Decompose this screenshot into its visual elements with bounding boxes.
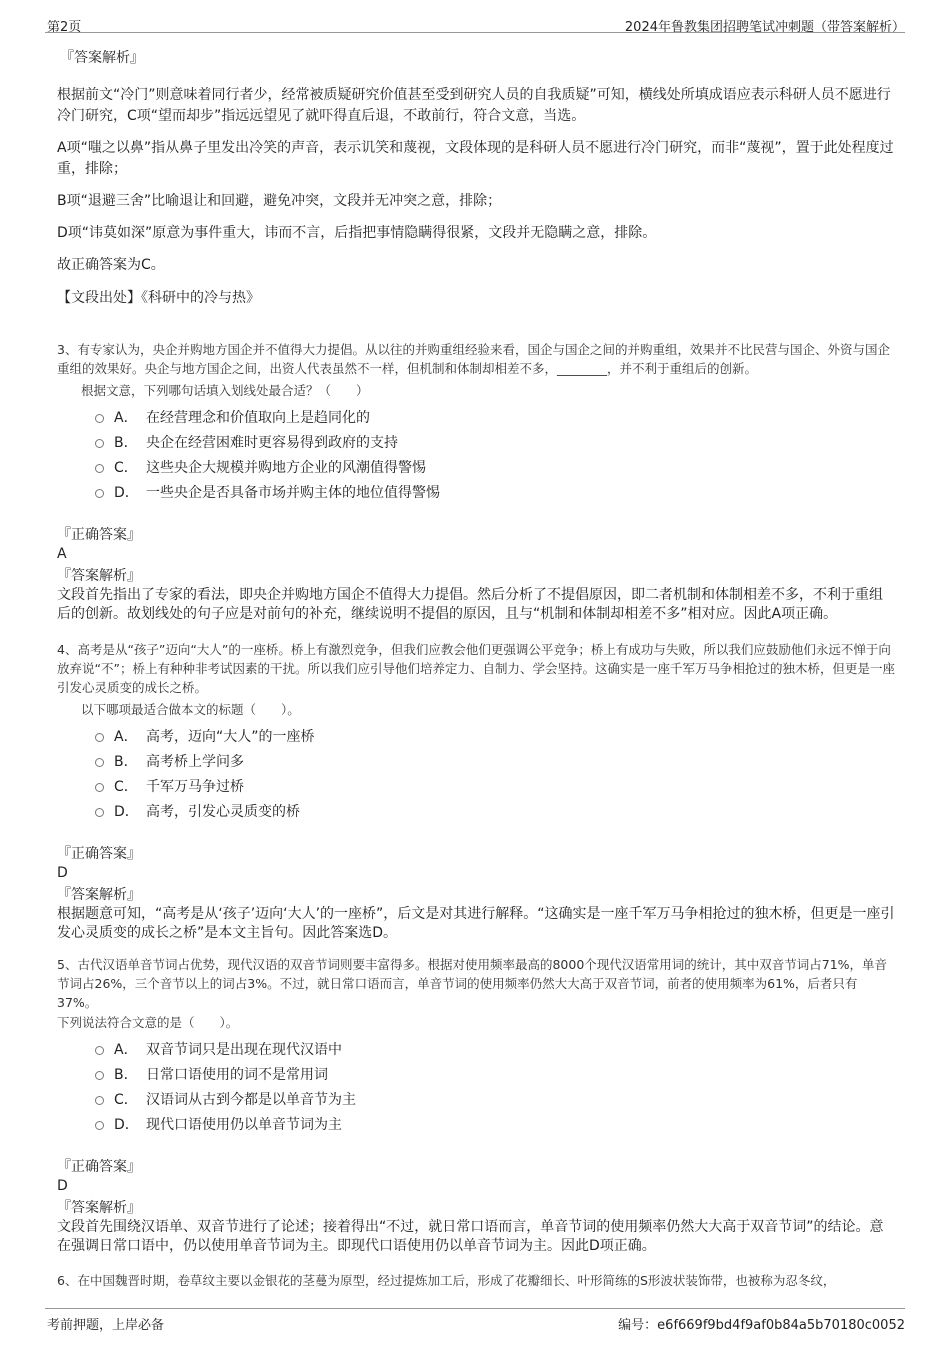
analysis-text: 文段首先围绕汉语单、双音节进行了论述；接着得出“不过，就日常口语而言，单音节词的使用频率仍然大大高于双音节词”的结论。意在强调日常口语中，仍以使用单音节词为主。即现代口语使用仍以单音节词为主。因此D项正确。 [57, 1219, 884, 1254]
option-label: B． [114, 1066, 138, 1083]
document-code: 编号：e6f669f9bd4f9af0b84a5b70180c0052 [618, 1318, 905, 1333]
option-b[interactable] [95, 1061, 895, 1086]
options-list [95, 404, 895, 504]
option-c[interactable] [95, 454, 895, 479]
radio-icon[interactable] [95, 783, 104, 792]
option-a[interactable] [95, 404, 895, 429]
analysis-paragraph: 故正确答案为C。 [57, 257, 165, 273]
question-prompt: 根据文意，下列哪句话填入划线处最合适？（ ） [81, 383, 369, 398]
analysis-paragraph: B项“退避三舍”比喻退让和回避，避免冲突，文段并无冲突之意，排除； [57, 193, 502, 209]
radio-icon[interactable] [95, 489, 104, 498]
option-text: 在经营理念和价值取向上是趋同化的 [146, 409, 370, 426]
page-footer [0, 1308, 950, 1345]
option-a[interactable] [95, 1036, 895, 1061]
question-6-text: 6、在中国魏晋时期，卷草纹主要以金银花的茎蔓为原型，经过提炼加工后，形成了花瓣细长、叶形简练的S形波状装饰带，也被称为忍冬纹， [57, 1273, 836, 1288]
analysis-text: 文段首先指出了专家的看法，即央企并购地方国企不值得大力提倡。然后分析了不提倡原因，即二者机制和体制相差不多，不利于重组后的创新。故划线处的句子应是对前句的补充，继续说明不提倡的原因，且与“机制和体制却相差不多”相对应。因此A项正确。 [57, 587, 883, 622]
options-list [95, 723, 895, 823]
question-prompt: 下列说法符合文意的是（ ）。 [57, 1015, 239, 1030]
page-header [0, 0, 950, 33]
option-label: C． [114, 778, 138, 795]
option-a[interactable] [95, 723, 895, 748]
option-d[interactable] [95, 1111, 895, 1136]
analysis-label: 『答案解析』 [57, 568, 141, 584]
option-label: B． [114, 753, 138, 770]
radio-icon[interactable] [95, 414, 104, 423]
analysis-paragraph: 根据前文“冷门”则意味着同行者少，经常被质疑研究价值甚至受到研究人员的自我质疑”可知，横线处所填成语应表示科研人员不愿进行冷门研究，C项“望而却步”指远远望见了就吓得直后退，不敢前行，符合文意，当选。 [57, 87, 891, 124]
radio-icon[interactable] [95, 758, 104, 767]
correct-answer-label: 『正确答案』 [57, 527, 141, 543]
question-3 [57, 340, 895, 624]
option-text: 现代口语使用仍以单音节词为主 [146, 1116, 342, 1133]
radio-icon[interactable] [95, 464, 104, 473]
option-b[interactable] [95, 748, 895, 773]
page-number: 第2页 [47, 20, 82, 35]
header-divider [45, 32, 905, 33]
correct-answer: D [57, 1178, 68, 1194]
source-citation: 【文段出处】《科研中的冷与热》 [57, 290, 260, 306]
option-d[interactable] [95, 798, 895, 823]
option-text: 高考桥上学问多 [146, 753, 244, 770]
question-5 [57, 955, 895, 1256]
analysis-paragraph: A项“嗤之以鼻”指从鼻子里发出冷笑的声音，表示讥笑和蔑视，文段体现的是科研人员不愿进行冷门研究，而非“蔑视”，置于此处程度过重，排除； [57, 140, 894, 177]
option-label: A． [114, 1041, 138, 1058]
option-text: 汉语词从古到今都是以单音节为主 [146, 1091, 356, 1108]
radio-icon[interactable] [95, 733, 104, 742]
option-label: A． [114, 728, 138, 745]
document-title: 2024年鲁教集团招聘笔试冲刺题（带答案解析） [624, 20, 905, 35]
analysis-text: 根据题意可知，“高考是从‘孩子’迈向‘大人’的一座桥”，后文是对其进行解释。“这确实是一座千军万马争相抢过的独木桥，但更是一座引发心灵质变的成长之桥”是本文主旨句。因此答案选D。 [57, 906, 895, 941]
analysis-label: 『答案解析』 [60, 50, 144, 66]
options-list [95, 1036, 895, 1136]
question-prompt: 以下哪项最适合做本文的标题（ ）。 [81, 702, 300, 717]
correct-answer-label: 『正确答案』 [57, 1159, 141, 1175]
option-text: 日常口语使用的词不是常用词 [146, 1066, 328, 1083]
question-text: 3、有专家认为，央企并购地方国企并不值得大力提倡。从以往的并购重组经验来看，国企与国企之间的并购重组，效果并不比民营与国企、外资与国企重组的效果好。央企与地方国企之间，出资人代表虽然不一样，但机制和体制却相差不多，________，并不利于重组后的创新。 [57, 342, 890, 376]
q2-analysis-block [57, 48, 895, 309]
option-label: D． [114, 484, 139, 501]
analysis-label: 『答案解析』 [57, 1200, 141, 1216]
option-b[interactable] [95, 429, 895, 454]
question-4 [57, 640, 895, 943]
question-text: 5、古代汉语单音节词占优势，现代汉语的双音节词则要丰富得多。根据对使用频率最高的8000个现代汉语常用词的统计，其中双音节词占71%，单音节词占26%，三个音节以上的词占3%。不过，就日常口语而言，单音节词的使用频率仍然大大高于双音节词，前者的使用频率为61%，后者只有37%。 [57, 957, 888, 1010]
correct-answer: D [57, 865, 68, 881]
option-label: D． [114, 1116, 139, 1133]
option-c[interactable] [95, 773, 895, 798]
correct-answer-label: 『正确答案』 [57, 846, 141, 862]
radio-icon[interactable] [95, 1046, 104, 1055]
option-text: 央企在经营困难时更容易得到政府的支持 [146, 434, 398, 451]
option-c[interactable] [95, 1086, 895, 1111]
option-text: 高考，引发心灵质变的桥 [146, 803, 300, 820]
option-label: B． [114, 434, 138, 451]
option-text: 双音节词只是出现在现代汉语中 [146, 1041, 342, 1058]
analysis-paragraph: D项“讳莫如深”原意为事件重大，讳而不言，后指把事情隐瞒得很紧，文段并无隐瞒之意，排除。 [57, 225, 657, 241]
radio-icon[interactable] [95, 439, 104, 448]
radio-icon[interactable] [95, 808, 104, 817]
radio-icon[interactable] [95, 1071, 104, 1080]
option-label: D． [114, 803, 139, 820]
option-text: 这些央企大规模并购地方企业的风潮值得警惕 [146, 459, 426, 476]
option-label: C． [114, 1091, 138, 1108]
page-content [57, 44, 895, 1290]
footer-divider [45, 1308, 905, 1309]
option-text: 一些央企是否具备市场并购主体的地位值得警惕 [146, 484, 440, 501]
question-text: 4、高考是从“孩子”迈向“大人”的一座桥。桥上有激烈竞争，但我们应教会他们更强调公平竞争；桥上有成功与失败，所以我们应鼓励他们永远不惮于向放弃说“不”；桥上有种种非考试因素的干扰。所以我们应引导他们培养定力、自制力、学会坚持。这确实是一座千军万马争相抢过的独木桥，但更是一座引发心灵质变的成长之桥。 [57, 642, 895, 695]
option-label: A． [114, 409, 138, 426]
option-text: 高考，迈向“大人”的一座桥 [146, 728, 315, 745]
footer-slogan: 考前押题，上岸必备 [47, 1318, 165, 1333]
correct-answer: A [57, 546, 67, 562]
radio-icon[interactable] [95, 1096, 104, 1105]
analysis-label: 『答案解析』 [57, 887, 141, 903]
radio-icon[interactable] [95, 1121, 104, 1130]
option-text: 千军万马争过桥 [146, 778, 244, 795]
option-d[interactable] [95, 479, 895, 504]
option-label: C． [114, 459, 138, 476]
